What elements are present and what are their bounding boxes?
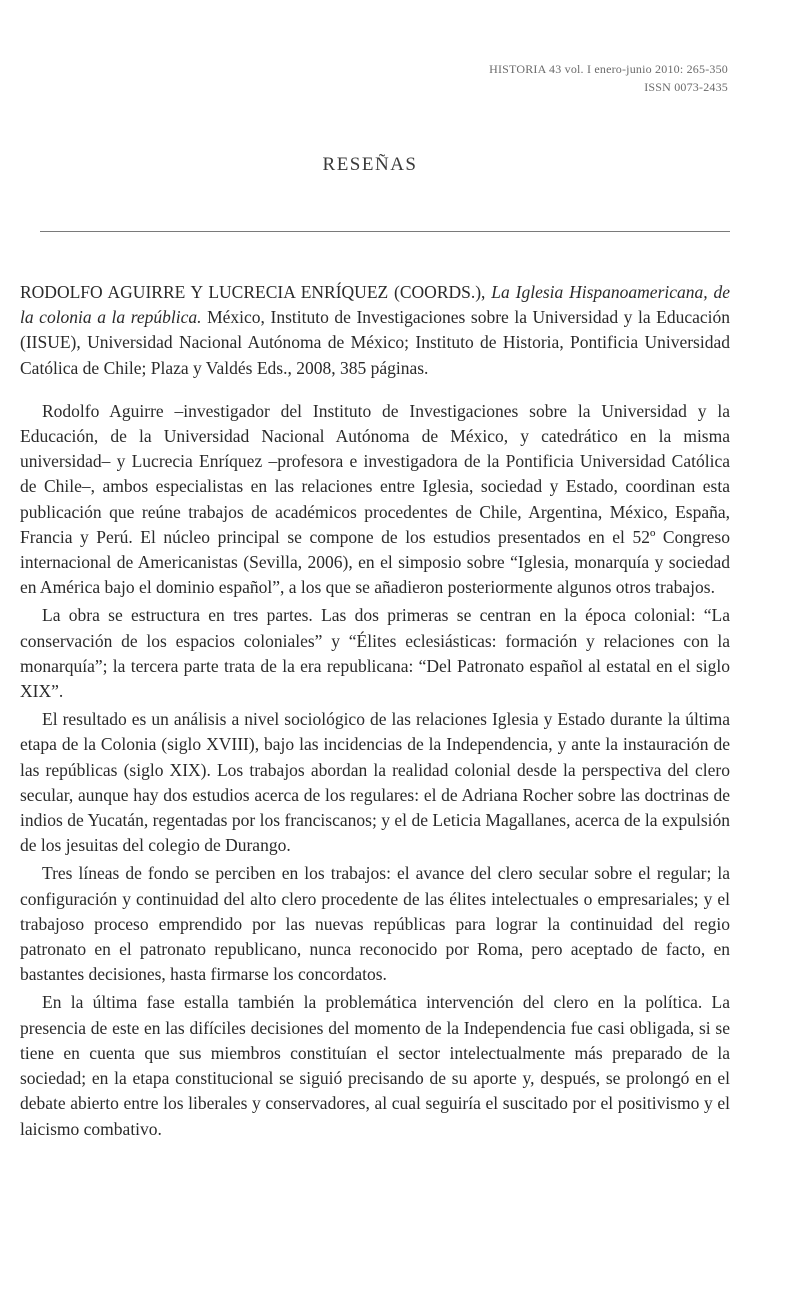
review-body	[20, 280, 730, 1145]
running-header	[489, 60, 728, 96]
review-paragraph: Rodolfo Aguirre –investigador del Instituto de Investigaciones sobre la Universidad y la Educación, de la Universidad Nacional Autónoma de México, y catedrático en la misma universidad– y Lucrecia Enríquez –profesora e investigadora de la Pontificia Universidad Católica de Chile–, ambos especialistas en las relaciones entre Iglesia, sociedad y Estado, coordinan esta publicación que reúne trabajos de académicos procedentes de Chile, Argentina, México, España, Francia y Perú. El núcleo principal se compone de los estudios presentados en el 52º Congreso internacional de Americanistas (Sevilla, 2006), en el simposio sobre “Iglesia, monarquía y sociedad en América bajo el dominio español”, a los que se añadieron posteriormente algunos otros trabajos.	[20, 400, 730, 598]
review-paragraph: En la última fase estalla también la problemática intervención del clero en la política. La presencia de este en las difíciles decisiones del momento de la Independencia fue casi obligada, si se tiene en cuenta que sus miembros constituían el sector intelectualmente más preparado de la sociedad; en la etapa constitucional se siguió precisando de su aporte y, después, se prolongó en el debate abierto entre los liberales y conservadores, al cual seguiría el suscitado por el positivismo y el laicismo combativo.	[20, 992, 730, 1139]
review-paragraph: Tres líneas de fondo se perciben en los trabajos: el avance del clero secular sobre el regular; la configuración y continuidad del alto clero procedente de las élites intelectuales o empresariales; y el trabajoso proceso emprendido por las nuevas repúblicas para lograr la continuidad del regio patronato en el patronato republicano, nunca reconocido por Roma, pero aceptado de facto, en bastantes decisiones, hasta firmarse los concordatos.	[20, 863, 730, 985]
review-paragraph: La obra se estructura en tres partes. Las dos primeras se centran en la época colonial: “La conservación de los espacios coloniales” y “Élites eclesiásticas: formación y relaciones con la monarquía”; la tercera parte trata de la era republicana: “Del Patronato español al estatal en el siglo XIX”.	[20, 605, 730, 702]
bibliographic-citation	[20, 280, 730, 381]
journal-citation-line: HISTORIA 43 vol. I enero-junio 2010: 265-350	[489, 62, 728, 76]
citation-authors: RODOLFO AGUIRRE Y LUCRECIA ENRÍQUEZ (COORDS.),	[20, 282, 486, 302]
issn-line: ISSN 0073-2435	[644, 80, 728, 94]
section-divider	[40, 231, 730, 232]
section-title: RESEÑAS	[322, 154, 418, 175]
citation-book-title: La Iglesia Hispanoamericana, de la colonia a la república.	[20, 282, 730, 328]
citation-publication-details: México, Instituto de Investigaciones sobre la Universidad y la Educación (IISUE), Universidad Nacional Autónoma de México; Instituto de Historia, Pontificia Universidad Católica de Chile; Plaza y Valdés Eds., 2008, 385 páginas.	[20, 307, 731, 378]
review-paragraph: El resultado es un análisis a nivel sociológico de las relaciones Iglesia y Estado durante la última etapa de la Colonia (siglo XVIII), bajo las incidencias de la Independencia, y ante la instauración de las repúblicas (siglo XIX). Los trabajos abordan la realidad colonial desde la perspectiva del clero secular, aunque hay dos estudios acerca de los regulares: el de Adriana Rocher sobre las doctrinas de indios de Yucatán, regentadas por los franciscanos; y el de Leticia Magallanes, acerca de la expulsión de los jesuitas del colegio de Durango.	[20, 709, 730, 856]
